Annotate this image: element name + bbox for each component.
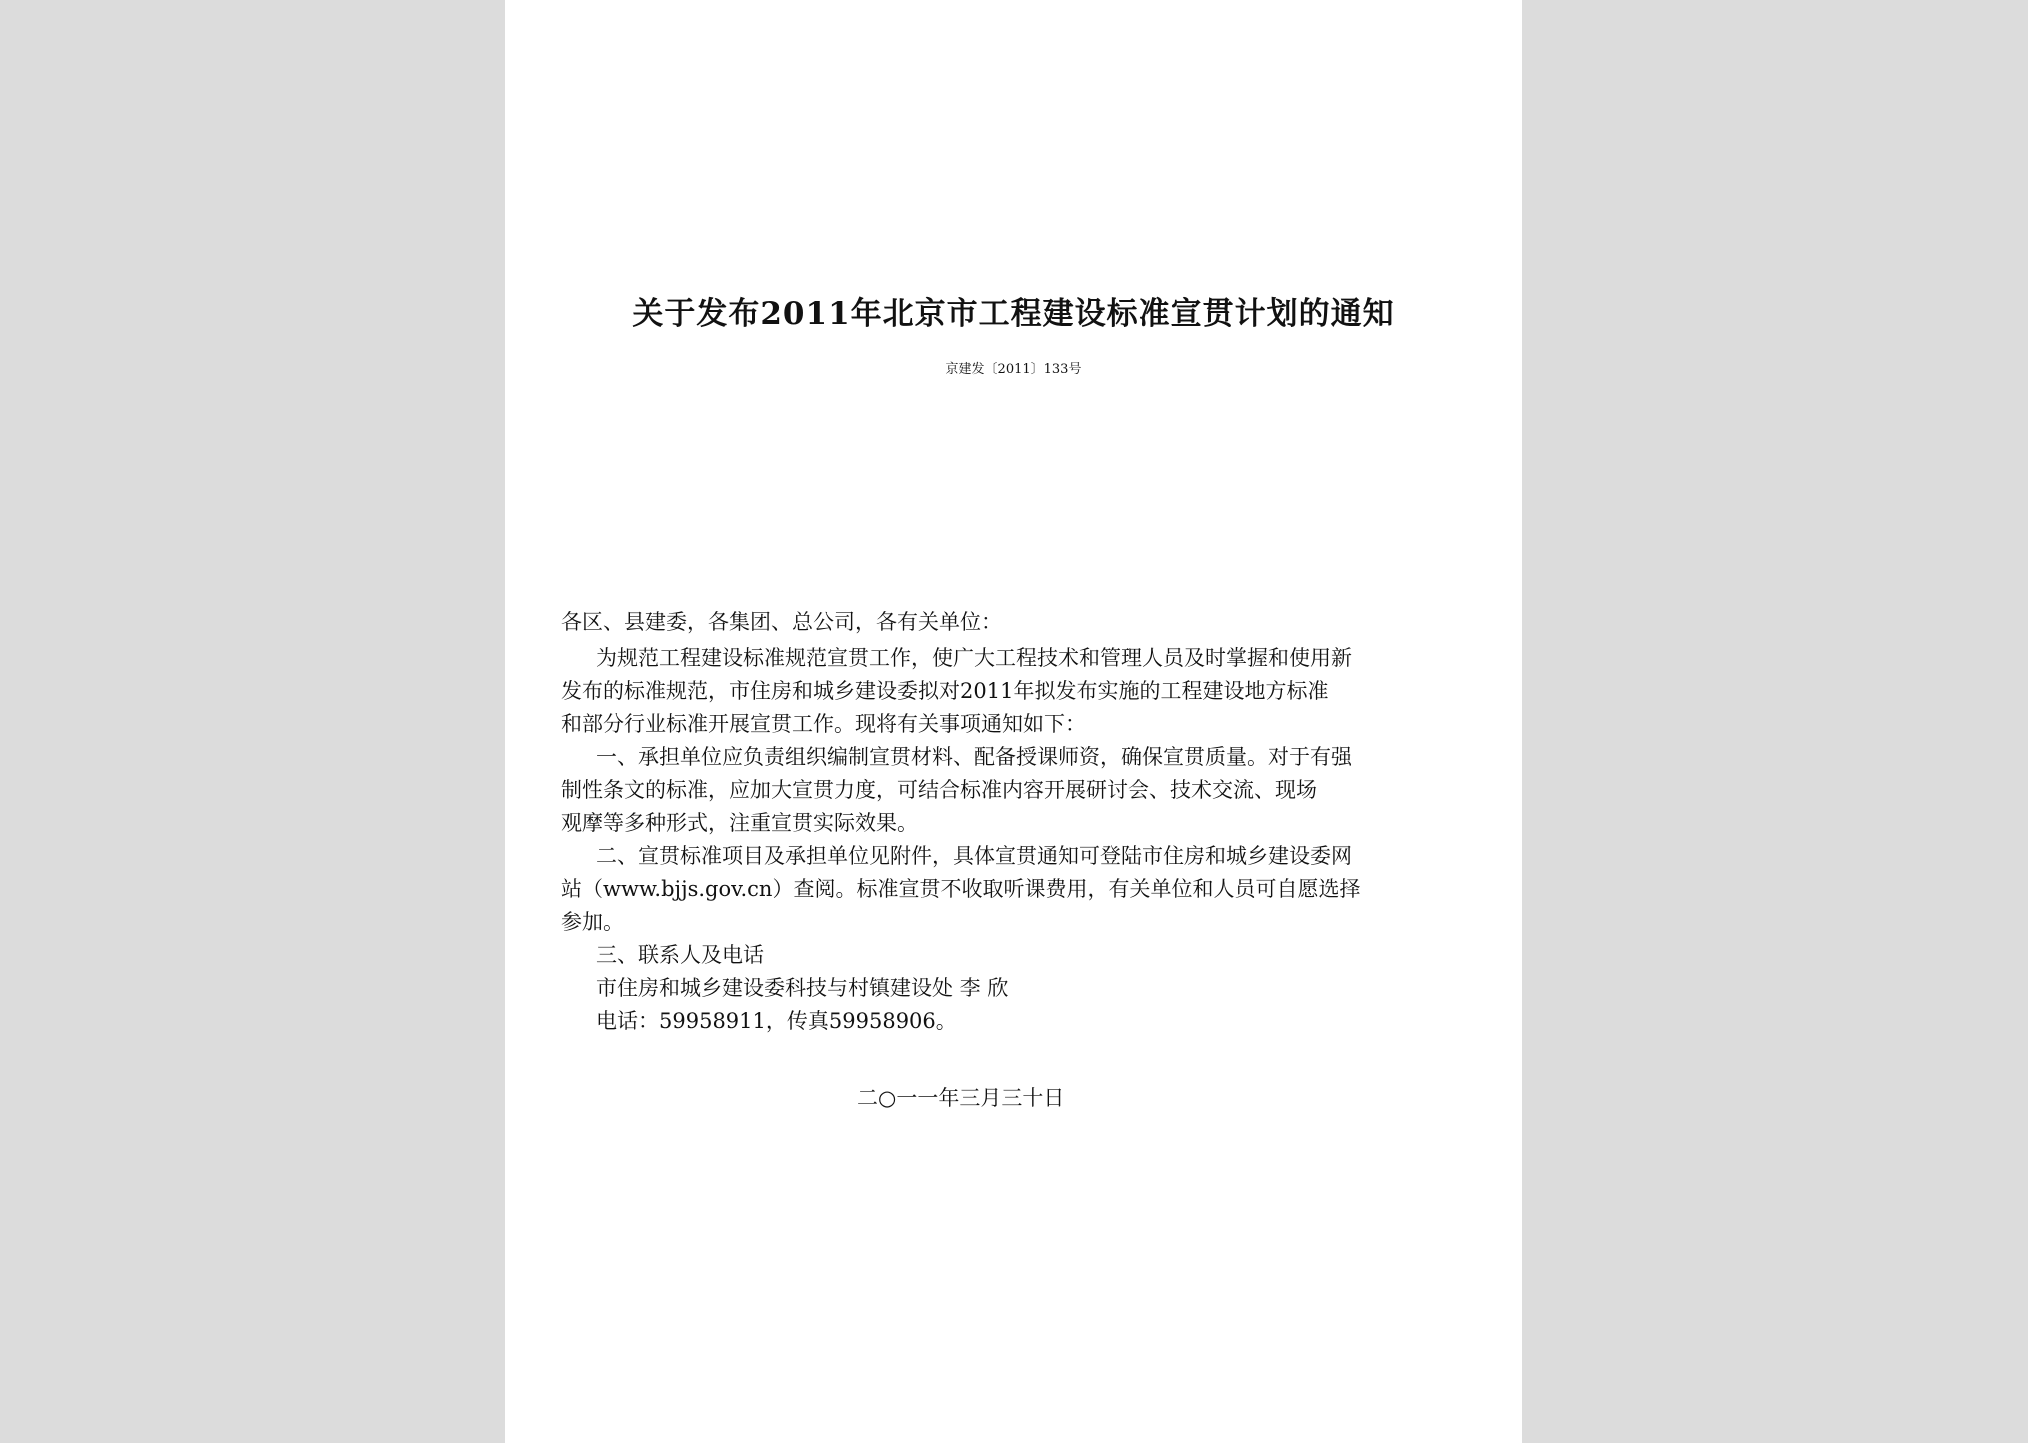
document-title: 关于发布2011年北京市工程建设标准宣贯计划的通知 [632,296,1395,332]
paragraph1-line2: 发布的标准规范，市住房和城乡建设委拟对2011年拟发布实施的工程建设地方标准 [561,679,1329,703]
item2-line2: 站（www.bjjs.gov.cn）查阅。标准宣贯不收取听课费用，有关单位和人员可自愿选择 [561,877,1361,901]
item1-line1: 一、承担单位应负责组织编制宣贯材料、配备授课师资，确保宣贯质量。对于有强 [596,745,1352,769]
contact-person: 市住房和城乡建设委科技与村镇建设处 李 欣 [596,976,1009,1000]
document-page [505,0,1522,1443]
paragraph1-line3: 和部分行业标准开展宣贯工作。现将有关事项通知如下： [561,712,1086,736]
item1-line3: 观摩等多种形式，注重宣贯实际效果。 [561,811,918,835]
item2-line3: 参加。 [561,910,624,934]
addressee: 各区、县建委，各集团、总公司，各有关单位： [561,610,1002,634]
item3-heading: 三、联系人及电话 [596,943,764,967]
item2-line1: 二、宣贯标准项目及承担单位见附件，具体宣贯通知可登陆市住房和城乡建设委网 [596,844,1352,868]
document-date: 二○一一年三月三十日 [857,1086,1065,1110]
document-number: 京建发〔2011〕133号 [945,362,1082,377]
contact-phone: 电话：59958911，传真59958906。 [596,1009,957,1033]
item1-line2: 制性条文的标准，应加大宣贯力度，可结合标准内容开展研讨会、技术交流、现场 [561,778,1317,802]
paragraph1-line1: 为规范工程建设标准规范宣贯工作，使广大工程技术和管理人员及时掌握和使用新 [596,646,1352,670]
